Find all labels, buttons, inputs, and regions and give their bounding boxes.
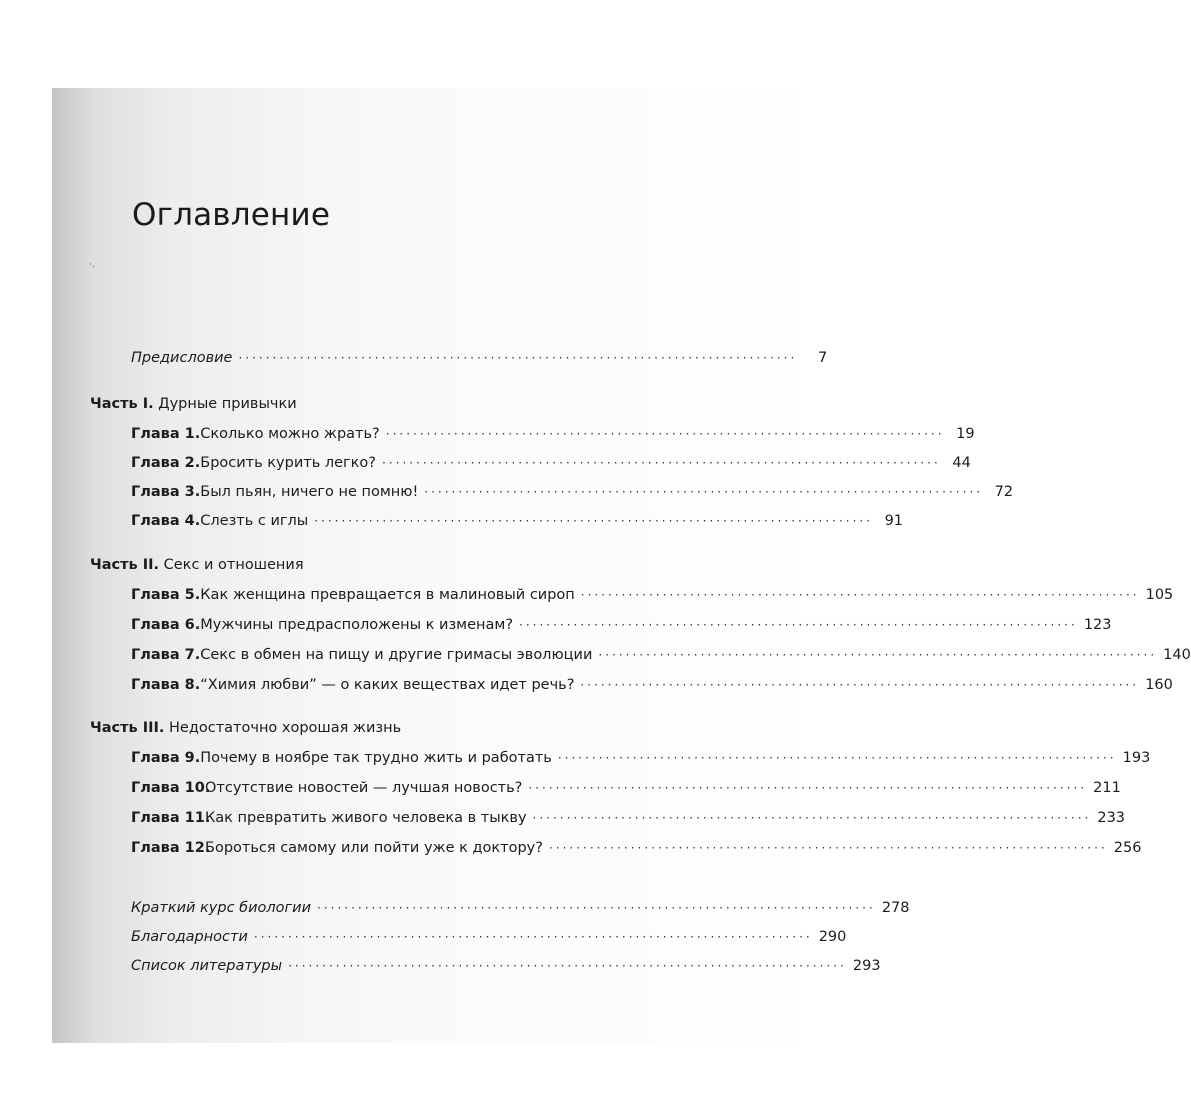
toc-entry-chapter-11[interactable] <box>131 810 1126 834</box>
chapter-number: Глава 7. <box>131 647 201 663</box>
chapter-title: Мужчины предрасположены к изменам? <box>200 617 514 633</box>
chapter-number: Глава 8. <box>131 677 201 693</box>
dot-leader: ·················································································· <box>385 427 945 441</box>
chapter-title: Был пьян, ничего не помню! <box>200 484 419 500</box>
toc-entry-title: Краткий курс биологии <box>131 900 312 916</box>
dot-leader: ·················································································· <box>382 456 941 470</box>
chapter-page: 140 <box>1163 647 1191 663</box>
toc-entry-chapter-3[interactable] <box>131 484 1014 508</box>
dot-leader: ·················································································· <box>532 811 1092 825</box>
toc-entry-page: 278 <box>881 900 910 916</box>
chapter-title: Бороться самому или пойти уже к доктору? <box>205 840 543 856</box>
chapter-title: Секс в обмен на пищу и другие гримасы эволюции <box>200 647 593 663</box>
toc-entry-chapter-12[interactable] <box>131 840 1142 864</box>
chapter-number: Глава 12. <box>131 840 211 856</box>
chapter-title: “Химия любви” — о каких веществах идет речь? <box>200 677 575 693</box>
toc-entry-title: Предисловие <box>131 350 233 366</box>
part-title: Секс и отношения <box>163 557 304 573</box>
dot-leader: ·················································································· <box>519 618 1078 632</box>
chapter-page: 256 <box>1113 840 1142 856</box>
toc-entry-page: 293 <box>852 958 881 974</box>
toc-entry-chapter-2[interactable] <box>131 455 971 479</box>
part-label: Часть II. <box>90 557 160 573</box>
toc-entry-chapter-8[interactable] <box>131 677 1173 701</box>
chapter-page: 233 <box>1097 810 1126 826</box>
chapter-number: Глава 11. <box>131 810 211 826</box>
toc-entry-chapter-7[interactable] <box>131 647 1191 671</box>
toc-entry-chapter-9[interactable] <box>131 750 1151 774</box>
chapter-number: Глава 4. <box>131 513 201 529</box>
chapter-page: 72 <box>994 484 1014 500</box>
part-title: Дурные привычки <box>158 396 297 412</box>
dot-leader: ·················································································· <box>424 485 984 499</box>
chapter-number: Глава 5. <box>131 587 201 603</box>
toc-entry-page: 290 <box>818 929 847 945</box>
page-mark: ·. <box>89 260 95 270</box>
part-heading-2 <box>90 557 304 573</box>
chapter-page: 123 <box>1083 617 1112 633</box>
chapter-title: Как женщина превращается в малиновый сироп <box>200 587 575 603</box>
chapter-title: Слезть с иглы <box>200 513 309 529</box>
dot-leader: ·················································································· <box>598 648 1158 662</box>
chapter-title: Отсутствие новостей — лучшая новость? <box>205 780 523 796</box>
dot-leader: ·················································································· <box>557 751 1117 765</box>
toc-entry-chapter-5[interactable] <box>131 587 1174 611</box>
part-title: Недостаточно хорошая жизнь <box>169 720 402 736</box>
toc-entry-chapter-10[interactable] <box>131 780 1121 804</box>
chapter-title: Почему в ноябре так трудно жить и работать <box>200 750 552 766</box>
toc-entry-title: Список литературы <box>131 958 283 974</box>
chapter-title: Бросить курить легко? <box>200 455 376 471</box>
part-heading-1 <box>90 396 297 412</box>
dot-leader: ·················································································· <box>288 959 847 973</box>
chapter-page: 193 <box>1122 750 1151 766</box>
toc-entry-page: 7 <box>818 350 828 366</box>
chapter-page: 160 <box>1145 677 1173 693</box>
dot-leader: ·················································································· <box>253 930 813 944</box>
dot-leader: ·················································································· <box>528 781 1088 795</box>
chapter-page: 91 <box>884 513 904 529</box>
toc-entry-preface[interactable] <box>131 350 828 374</box>
chapter-number: Глава 6. <box>131 617 201 633</box>
dot-leader: ·················································································· <box>238 351 798 365</box>
chapter-title: Сколько можно жрать? <box>200 426 380 442</box>
toc-entry-chapter-1[interactable] <box>131 426 975 450</box>
dot-leader: ·················································································· <box>580 678 1140 692</box>
toc-entry-title: Благодарности <box>131 929 248 945</box>
chapter-number: Глава 10. <box>131 780 211 796</box>
part-label: Часть III. <box>90 720 165 736</box>
toc-entry-acknowledgements[interactable] <box>131 929 847 953</box>
chapter-page: 44 <box>952 455 971 471</box>
page-title: Оглавление <box>132 196 331 233</box>
chapter-page: 19 <box>956 426 975 442</box>
chapter-number: Глава 2. <box>131 455 201 471</box>
toc-entry-chapter-6[interactable] <box>131 617 1112 641</box>
dot-leader: ·················································································· <box>548 841 1108 855</box>
chapter-number: Глава 1. <box>131 426 201 442</box>
dot-leader: ·················································································· <box>317 901 876 915</box>
chapter-title: Как превратить живого человека в тыкву <box>205 810 527 826</box>
dot-leader: ·················································································· <box>580 588 1140 602</box>
dot-leader: ·················································································· <box>314 514 874 528</box>
chapter-page: 105 <box>1145 587 1174 603</box>
toc-entry-references[interactable] <box>131 958 881 982</box>
chapter-page: 211 <box>1093 780 1121 796</box>
chapter-number: Глава 9. <box>131 750 201 766</box>
part-heading-3 <box>90 720 401 736</box>
chapter-number: Глава 3. <box>131 484 201 500</box>
toc-entry-biology[interactable] <box>131 900 910 924</box>
part-label: Часть I. <box>90 396 154 412</box>
toc-entry-chapter-4[interactable] <box>131 513 904 537</box>
